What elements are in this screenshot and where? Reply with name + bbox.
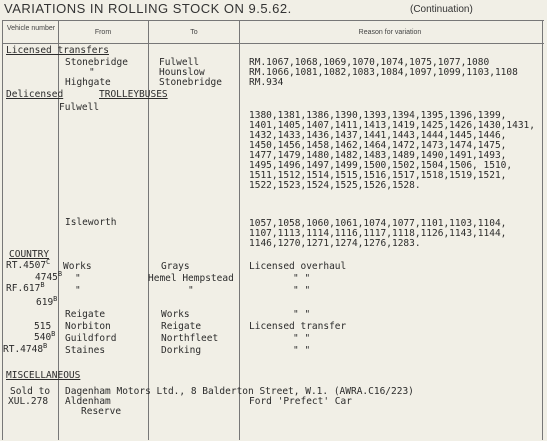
from-cell: Norbiton [65, 321, 111, 332]
section-heading-country: COUNTRY [9, 249, 50, 260]
vehicle-cell: $540^B$ [34, 329, 56, 343]
depot-label-fulwell: Fulwell [59, 102, 100, 113]
vehicle-cell: XUL.278 [8, 396, 49, 407]
to-cell: Reigate [161, 321, 202, 332]
from-cell: " [75, 273, 81, 284]
fleet-list-line: 1146,1270,1271,1274,1276,1283. [249, 238, 421, 249]
reason-cell: RM.1066,1081,1082,1083,1084,1097,1099,1103,1108 [249, 67, 518, 78]
vehicle-cell: 515 [34, 321, 52, 332]
to-cell: Works [161, 309, 190, 320]
fleet-list-line: 1401,1405,1407,1411,1413,1419,1425,1426,1430,1431, [249, 120, 535, 131]
section-heading-miscellaneous: MISCELLANEOUS [6, 370, 81, 381]
from-cell: Reigate [65, 309, 106, 320]
reason-cell: " " [293, 285, 311, 296]
fleet-list-line: 1450,1456,1458,1462,1464,1472,1473,1474,1475, [249, 140, 507, 151]
to-cell: Fulwell [159, 57, 200, 68]
vehicle-cell: $RF.617^B$ [6, 280, 45, 294]
fleet-list-line: 1057,1058,1060,1061,1074,1077,1101,1103,1104, [249, 218, 507, 229]
reason-cell: " " [293, 333, 311, 344]
fleet-list-line: 1477,1479,1480,1482,1483,1489,1490,1491,1493, [249, 150, 507, 161]
from-cell: " [75, 285, 81, 296]
vehicle-cell: $619^B$ [36, 294, 58, 308]
column-divider [148, 21, 149, 440]
column-header-to: To [190, 29, 198, 36]
reason-cell: Licensed transfer [249, 321, 347, 332]
from-cell: " [89, 67, 95, 78]
isleworth-fleet-list [249, 219, 506, 249]
vehicle-cell: $RT.4748^B$ [3, 341, 48, 355]
to-cell: Hounslow [159, 67, 205, 78]
subheading-trolleybuses: TROLLEYBUSES [99, 89, 168, 100]
from-cell: Stonebridge [65, 57, 128, 68]
variations-table [2, 20, 544, 440]
from-cell: Aldenham [65, 396, 111, 407]
to-cell: Stonebridge [159, 77, 222, 88]
from-cell: Staines [65, 345, 106, 356]
reason-cell: Licensed overhaul [249, 261, 347, 272]
to-cell: Hemel Hempstead [148, 273, 234, 284]
to-cell: Dorking [161, 345, 202, 356]
continuation-label: (Continuation) [410, 4, 473, 15]
vehicle-cell: Sold to [10, 386, 51, 397]
from-cell: Works [63, 261, 92, 272]
fleet-list-line: 1107,1113,1114,1116,1117,1118,1126,1143,1144, [249, 228, 507, 239]
fleet-list-line: 1495,1496,1497,1499,1500,1502,1504,1506, 1510, [249, 160, 513, 171]
depot-label-isleworth: Isleworth [65, 217, 117, 228]
vehicle-cell: $RT.4507^C$ [6, 257, 51, 271]
reason-cell: " " [293, 273, 311, 284]
section-heading-licensed-transfers: Licensed transfers [6, 45, 109, 56]
to-cell: " [188, 285, 194, 296]
column-divider [542, 21, 543, 440]
reason-cell: " " [293, 345, 311, 356]
column-header-from: From [94, 29, 112, 36]
fleet-list-line: 1522,1523,1524,1525,1526,1528. [249, 180, 421, 191]
from-cell: Highgate [65, 77, 111, 88]
from-cell: Guildford [65, 333, 117, 344]
reason-cell: " " [293, 309, 311, 320]
column-header-vehicle: Vehicle number [6, 25, 56, 32]
from-cell: Reserve [81, 406, 122, 417]
sale-details: Dagenham Motors Ltd., 8 Balderton Street, W.1. (AWRA.C16/223) [65, 386, 414, 397]
document-title: VARIATIONS IN ROLLING STOCK ON 9.5.62. [4, 1, 292, 16]
to-cell: Northfleet [161, 333, 219, 344]
reason-cell: RM.934 [249, 77, 284, 88]
header-rule [3, 43, 544, 44]
column-header-reason: Reason for variation [358, 29, 422, 36]
vehicle-cell: $4745^B$ [35, 269, 63, 283]
fulwell-fleet-list [249, 111, 535, 191]
column-divider [239, 21, 240, 440]
reason-cell: Ford 'Prefect' Car [249, 396, 352, 407]
reason-cell: RM.1067,1068,1069,1070,1074,1075,1077,1080 [249, 57, 490, 68]
fleet-list-line: 1380,1381,1386,1390,1393,1394,1395,1396,1399, [249, 110, 507, 121]
fleet-list-line: 1432,1433,1436,1437,1441,1443,1444,1445,1446, [249, 130, 507, 141]
fleet-list-line: 1511,1512,1514,1515,1516,1517,1518,1519,1521, [249, 170, 507, 181]
section-heading-delicensed: Delicensed [6, 89, 64, 100]
to-cell: Grays [161, 261, 190, 272]
